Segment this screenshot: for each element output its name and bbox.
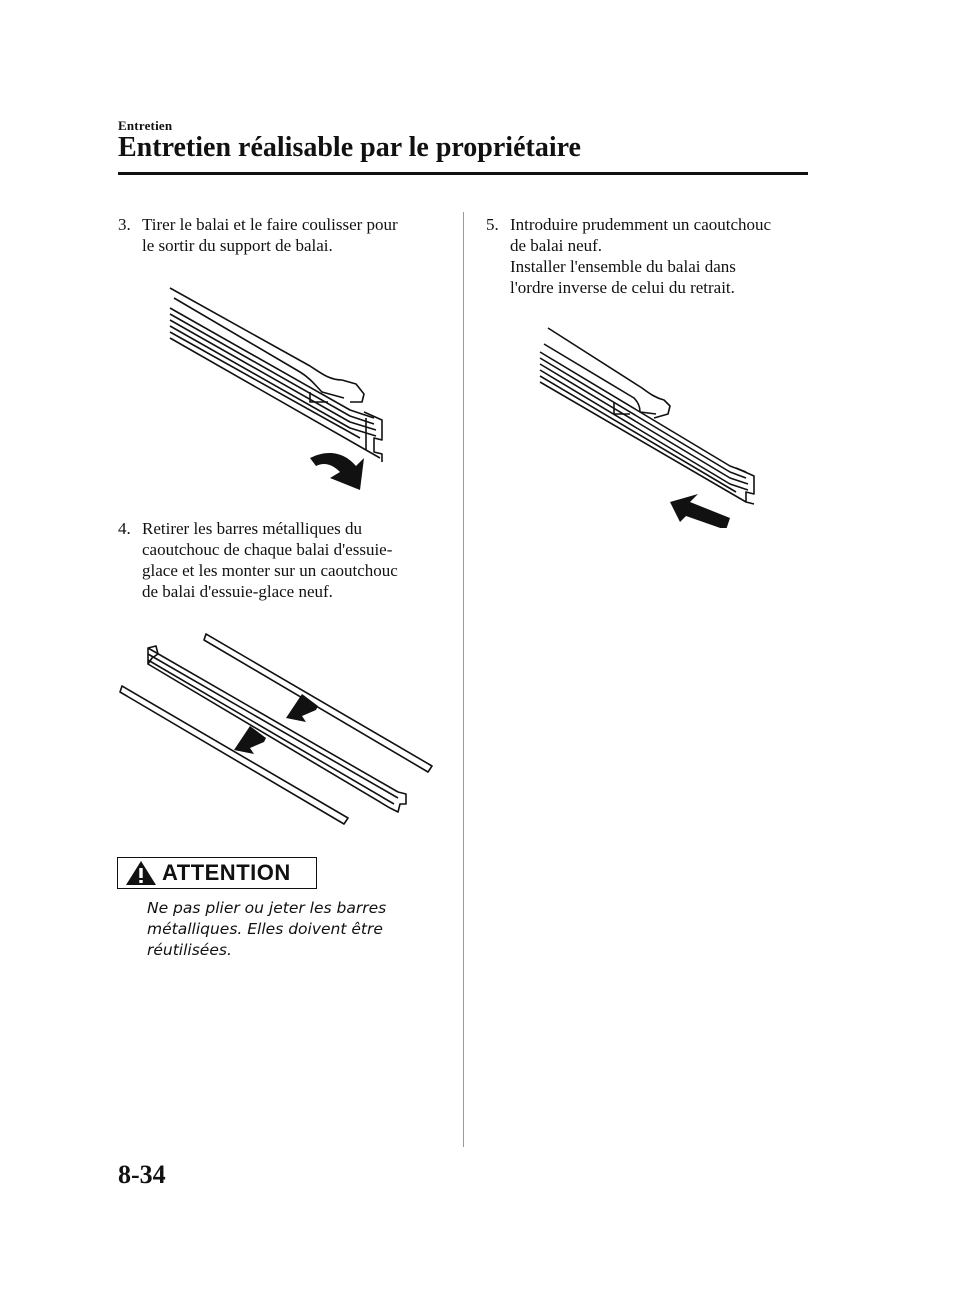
- step-4-line-3: glace et les monter sur un caoutchouc: [142, 561, 398, 580]
- step-5-line-3: Installer l'ensemble du balai dans: [510, 257, 736, 276]
- step-4-line-4: de balai d'essuie-glace neuf.: [142, 582, 333, 601]
- step-3-number: 3.: [118, 215, 131, 234]
- push-arrow: [670, 494, 730, 528]
- metal-bars-illustration: [118, 628, 448, 828]
- step-4-line-2: caoutchouc de chaque balai d'essuie-: [142, 540, 393, 559]
- step-4: [118, 518, 462, 602]
- attention-box: [117, 857, 317, 889]
- step-4-number: 4.: [118, 519, 131, 538]
- attention-line-2: métalliques. Elles doivent être: [147, 920, 383, 938]
- warning-triangle-icon: [124, 859, 158, 887]
- step-5-line-4: l'ordre inverse de celui du retrait.: [510, 278, 735, 297]
- pull-arrow: [310, 453, 364, 490]
- step-5-number: 5.: [486, 215, 499, 234]
- attention-text: [147, 898, 407, 961]
- step-5-line-2: de balai neuf.: [510, 236, 603, 255]
- attention-line-3: réutilisées.: [147, 941, 232, 959]
- title-rule: [118, 172, 808, 175]
- attention-line-1: Ne pas plier ou jeter les barres: [147, 899, 387, 917]
- step-4-line-1: Retirer les barres métalliques du: [142, 519, 362, 538]
- section-label: Entretien: [118, 118, 173, 133]
- column-divider: [463, 212, 464, 1147]
- step-5: [486, 214, 830, 298]
- step-3: [118, 214, 462, 256]
- page-title: Entretien réalisable par le propriétaire: [118, 132, 581, 163]
- page-number: 8-34: [118, 1160, 166, 1189]
- wiper-blade-installation-illustration: [530, 322, 770, 528]
- insert-arrow-lower: [234, 726, 266, 754]
- step-5-line-1: Introduire prudemment un caoutchouc: [510, 215, 772, 234]
- insert-arrow-upper: [286, 694, 318, 722]
- step-3-line-1: Tirer le balai et le faire coulisser pour: [142, 215, 398, 234]
- attention-label: ATTENTION: [162, 860, 291, 885]
- step-3-line-2: le sortir du support de balai.: [142, 236, 333, 255]
- wiper-blade-removal-illustration: [160, 268, 400, 498]
